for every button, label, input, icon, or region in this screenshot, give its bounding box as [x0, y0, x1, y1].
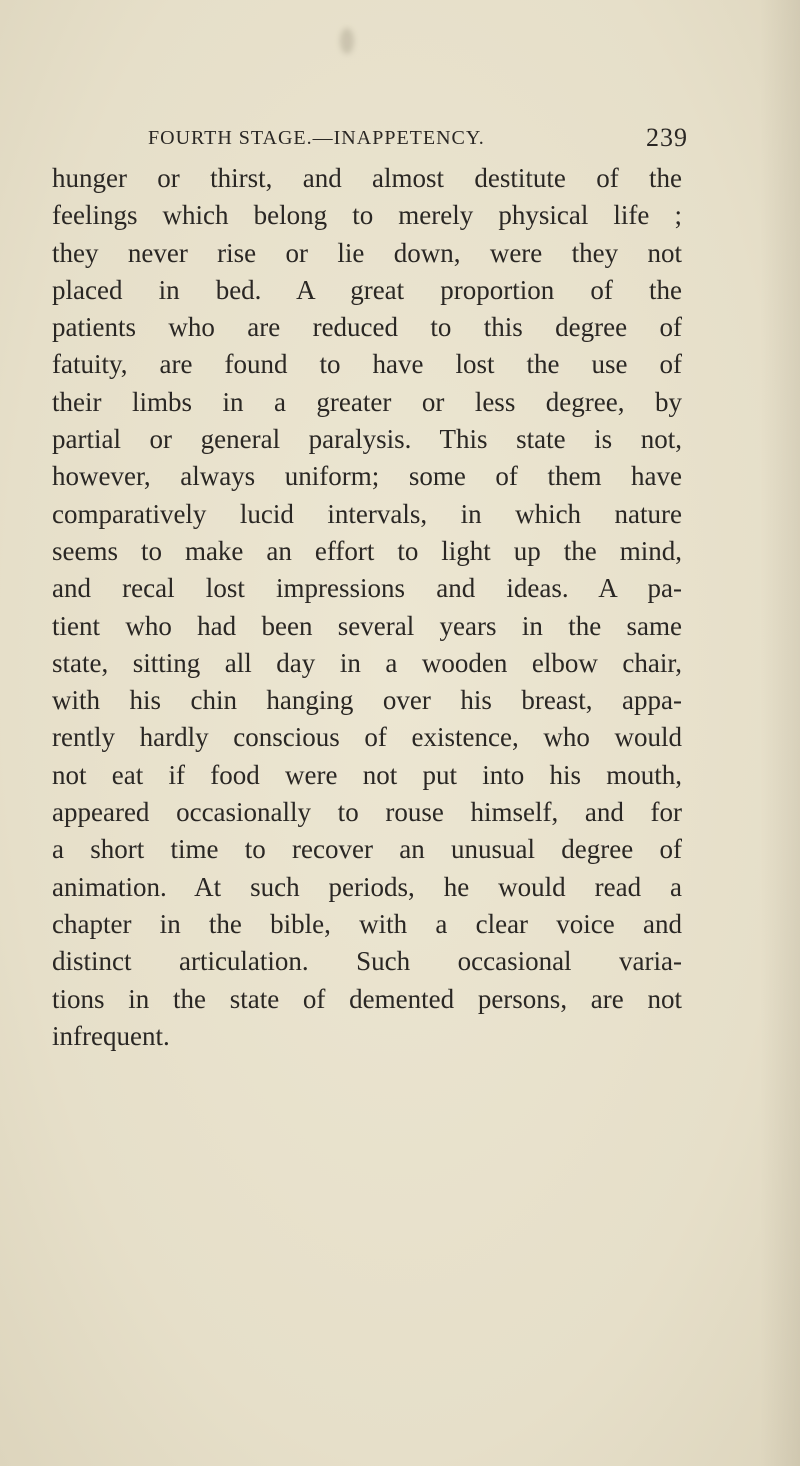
text-line: not eat if food were not put into his mouth, — [52, 759, 682, 790]
text-line: chapter in the bible, with a clear voice and — [52, 908, 682, 939]
page-number: 239 — [646, 123, 688, 152]
text-line: feelings which belong to merely physical life ; — [52, 200, 682, 231]
text-line: they never rise or lie down, were they not — [52, 237, 682, 268]
page-stain — [340, 28, 354, 54]
text-line: tient who had been several years in the same — [52, 610, 682, 641]
text-line: infrequent. — [52, 1020, 170, 1051]
text-line: rently hardly conscious of existence, who would — [52, 722, 682, 753]
text-line: partial or general paralysis. This state is not, — [52, 424, 682, 455]
header-title: FOURTH STAGE.—INAPPETENCY. — [148, 127, 485, 149]
text-line: placed in bed. A great proportion of the — [52, 274, 682, 305]
body-text — [52, 160, 682, 1055]
text-line: distinct articulation. Such occasional varia- — [52, 946, 682, 977]
text-line: state, sitting all day in a wooden elbow chair, — [52, 647, 682, 678]
text-line: appeared occasionally to rouse himself, and for — [52, 797, 682, 828]
text-line: patients who are reduced to this degree of — [52, 312, 682, 343]
running-header — [148, 120, 688, 156]
text-line: tions in the state of demented persons, are not — [52, 983, 682, 1014]
text-line: a short time to recover an unusual degree of — [52, 834, 682, 865]
text-line: and recal lost impressions and ideas. A pa- — [52, 573, 682, 604]
text-line: seems to make an effort to light up the mind, — [52, 535, 682, 566]
text-line: fatuity, are found to have lost the use of — [52, 349, 682, 380]
text-line: their limbs in a greater or less degree, by — [52, 386, 682, 417]
page-edge-shadow — [760, 0, 800, 1466]
text-line: animation. At such periods, he would read a — [52, 871, 682, 902]
text-line: with his chin hanging over his breast, appa- — [52, 685, 682, 716]
text-line: however, always uniform; some of them have — [52, 461, 682, 492]
text-line: comparatively lucid intervals, in which nature — [52, 498, 682, 529]
text-line: hunger or thirst, and almost destitute of the — [52, 163, 682, 193]
